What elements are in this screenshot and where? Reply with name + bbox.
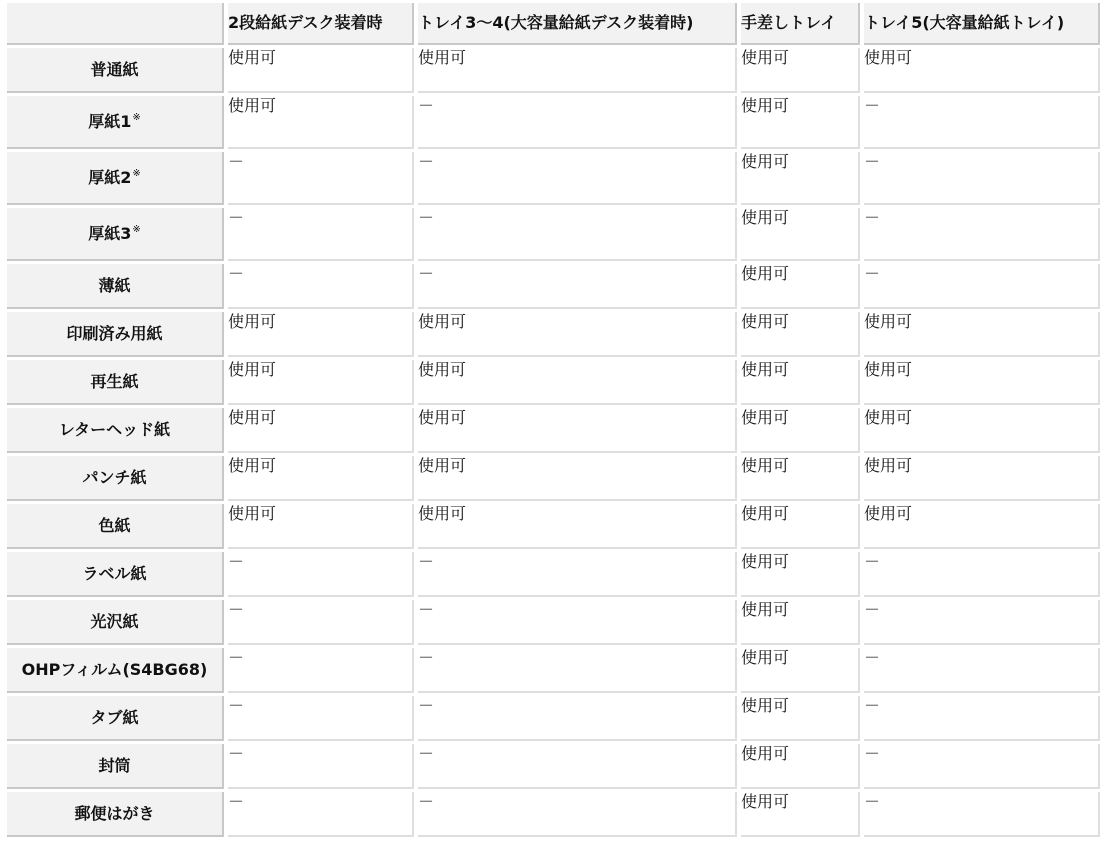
- availability-cell: 使用可: [741, 48, 860, 93]
- availability-cell: －: [418, 152, 737, 205]
- availability-cell: －: [418, 264, 737, 309]
- availability-cell: －: [864, 208, 1100, 261]
- availability-cell: 使用可: [741, 408, 860, 453]
- table-row: [7, 648, 1100, 693]
- table-row: [7, 48, 1100, 93]
- paper-type-label: パンチ紙: [82, 467, 147, 487]
- availability-cell: 使用可: [741, 312, 860, 357]
- row-header: [7, 696, 224, 741]
- paper-type-label: 印刷済み用紙: [66, 323, 163, 343]
- availability-cell: 使用可: [228, 456, 414, 501]
- availability-cell: 使用可: [228, 96, 414, 149]
- availability-cell: －: [228, 208, 414, 261]
- availability-cell: －: [418, 96, 737, 149]
- paper-type-label: タブ紙: [90, 707, 139, 727]
- availability-cell: －: [228, 152, 414, 205]
- availability-cell: 使用可: [741, 600, 860, 645]
- row-header: [7, 744, 224, 789]
- availability-cell: －: [228, 792, 414, 837]
- paper-type-label: ラベル紙: [82, 563, 147, 583]
- availability-cell: －: [418, 208, 737, 261]
- table-header: [7, 3, 1100, 45]
- row-header: [7, 600, 224, 645]
- row-header: [7, 408, 224, 453]
- paper-type-label: 郵便はがき: [74, 803, 155, 823]
- availability-cell: 使用可: [741, 456, 860, 501]
- availability-cell: 使用可: [741, 792, 860, 837]
- paper-type-label: 厚紙2: [88, 167, 132, 187]
- paper-type-label: 厚紙1: [88, 111, 132, 131]
- availability-cell: 使用可: [228, 312, 414, 357]
- availability-cell: 使用可: [418, 48, 737, 93]
- availability-cell: 使用可: [864, 408, 1100, 453]
- availability-cell: －: [864, 264, 1100, 309]
- table-row: [7, 152, 1100, 205]
- availability-cell: 使用可: [228, 48, 414, 93]
- availability-cell: 使用可: [418, 408, 737, 453]
- availability-cell: －: [864, 96, 1100, 149]
- footnote-mark: ※: [132, 223, 141, 235]
- availability-cell: －: [418, 552, 737, 597]
- paper-type-label: 色紙: [98, 515, 131, 535]
- table-row: [7, 96, 1100, 149]
- availability-cell: 使用可: [864, 360, 1100, 405]
- table-row: [7, 408, 1100, 453]
- availability-cell: 使用可: [741, 360, 860, 405]
- header-tray-5: トレイ5(大容量給紙トレイ): [864, 3, 1100, 45]
- availability-cell: －: [864, 792, 1100, 837]
- table-row: [7, 360, 1100, 405]
- availability-cell: －: [418, 600, 737, 645]
- availability-cell: －: [418, 648, 737, 693]
- availability-cell: 使用可: [741, 264, 860, 309]
- row-header: [7, 456, 224, 501]
- availability-cell: －: [228, 648, 414, 693]
- header-manual-tray: 手差しトレイ: [741, 3, 860, 45]
- row-header: [7, 48, 224, 93]
- availability-cell: 使用可: [741, 552, 860, 597]
- availability-cell: 使用可: [741, 504, 860, 549]
- row-header: [7, 504, 224, 549]
- availability-cell: －: [864, 648, 1100, 693]
- row-header: [7, 360, 224, 405]
- paper-type-label: OHPフィルム(S4BG68): [21, 659, 208, 679]
- paper-type-label: 封筒: [98, 755, 131, 775]
- availability-cell: 使用可: [741, 648, 860, 693]
- row-header: [7, 552, 224, 597]
- footnote-mark: ※: [132, 167, 141, 179]
- paper-type-label: レターヘッド紙: [58, 419, 171, 439]
- header-row: [7, 3, 1100, 45]
- table-row: [7, 456, 1100, 501]
- paper-type-label: 薄紙: [98, 275, 131, 295]
- row-header: [7, 208, 224, 261]
- table-row: [7, 208, 1100, 261]
- paper-type-label: 再生紙: [90, 371, 139, 391]
- availability-cell: 使用可: [864, 456, 1100, 501]
- availability-cell: －: [228, 552, 414, 597]
- availability-cell: 使用可: [228, 360, 414, 405]
- availability-cell: 使用可: [864, 48, 1100, 93]
- availability-cell: 使用可: [864, 504, 1100, 549]
- availability-cell: 使用可: [864, 312, 1100, 357]
- table-row: [7, 264, 1100, 309]
- availability-cell: －: [228, 600, 414, 645]
- header-tray-3-4: トレイ3〜4(大容量給紙デスク装着時): [418, 3, 737, 45]
- availability-cell: 使用可: [741, 744, 860, 789]
- header-two-tier-desk: 2段給紙デスク装着時: [228, 3, 414, 45]
- table-row: [7, 696, 1100, 741]
- row-header: [7, 792, 224, 837]
- availability-cell: －: [228, 264, 414, 309]
- table-row: [7, 744, 1100, 789]
- availability-cell: 使用可: [418, 504, 737, 549]
- row-header: [7, 152, 224, 205]
- table-row: [7, 312, 1100, 357]
- availability-cell: －: [418, 792, 737, 837]
- row-header: [7, 96, 224, 149]
- availability-cell: 使用可: [228, 504, 414, 549]
- availability-cell: －: [228, 744, 414, 789]
- table-body: [7, 48, 1100, 837]
- availability-cell: 使用可: [418, 456, 737, 501]
- availability-cell: －: [864, 744, 1100, 789]
- availability-cell: 使用可: [741, 696, 860, 741]
- availability-cell: －: [418, 744, 737, 789]
- header-corner: [7, 3, 224, 45]
- paper-type-label: 光沢紙: [90, 611, 139, 631]
- row-header: [7, 312, 224, 357]
- availability-cell: －: [864, 696, 1100, 741]
- availability-cell: 使用可: [741, 208, 860, 261]
- availability-cell: 使用可: [418, 360, 737, 405]
- table-row: [7, 792, 1100, 837]
- availability-cell: －: [864, 152, 1100, 205]
- table-row: [7, 600, 1100, 645]
- availability-cell: 使用可: [741, 96, 860, 149]
- footnote-mark: ※: [132, 111, 141, 123]
- paper-compatibility-table: [3, 0, 1104, 840]
- availability-cell: －: [418, 696, 737, 741]
- availability-cell: －: [864, 552, 1100, 597]
- table-row: [7, 552, 1100, 597]
- paper-type-label: 普通紙: [90, 59, 139, 79]
- row-header: [7, 648, 224, 693]
- availability-cell: 使用可: [741, 152, 860, 205]
- availability-cell: 使用可: [228, 408, 414, 453]
- availability-cell: －: [228, 696, 414, 741]
- table-row: [7, 504, 1100, 549]
- availability-cell: 使用可: [418, 312, 737, 357]
- row-header: [7, 264, 224, 309]
- paper-type-label: 厚紙3: [88, 223, 132, 243]
- availability-cell: －: [864, 600, 1100, 645]
